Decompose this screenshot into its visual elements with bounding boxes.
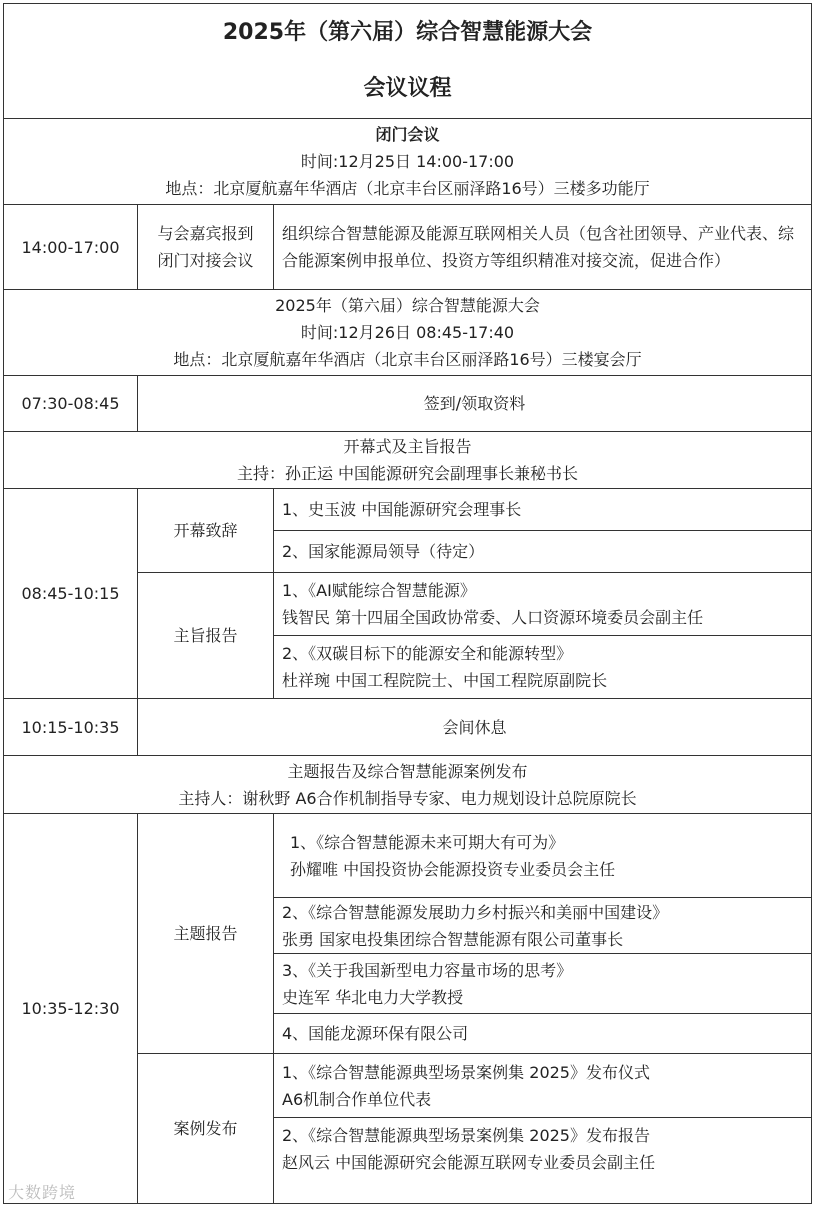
report-speaker: 孙耀唯 中国投资协会能源投资专业委员会主任 bbox=[290, 859, 616, 879]
case-title: 1、《综合智慧能源典型场景案例集 2025》发布仪式 bbox=[282, 1062, 650, 1082]
report-title: 4、国能龙源环保有限公司 bbox=[282, 1024, 469, 1043]
keynote-label: 主旨报告 bbox=[138, 573, 274, 699]
speech-label: 开幕致辞 bbox=[138, 489, 274, 573]
case-item bbox=[274, 1054, 812, 1118]
closed-meeting-heading: 闭门会议 bbox=[375, 125, 440, 144]
keynote-item bbox=[274, 636, 812, 699]
report-title: 1、《AI赋能综合智慧能源》 bbox=[282, 581, 476, 600]
report-title: 3、《关于我国新型电力容量市场的思考》 bbox=[282, 960, 573, 980]
time-cell: 10:15-10:35 bbox=[4, 699, 138, 756]
time-cell: 08:45-10:15 bbox=[4, 489, 138, 699]
report-speaker: 杜祥琬 中国工程院院士、中国工程院原副院长 bbox=[282, 671, 608, 690]
conference-time: 时间:12月26日 08:45-17:40 bbox=[300, 323, 515, 342]
agenda-title: 会议议程 bbox=[363, 76, 452, 101]
time-cell: 14:00-17:00 bbox=[4, 205, 138, 290]
case-label: 案例发布 bbox=[138, 1054, 274, 1204]
case-speaker: 赵风云 中国能源研究会能源互联网专业委员会副主任 bbox=[282, 1153, 656, 1172]
theme-host: 主持人：谢秋野 A6合作机制指导专家、电力规划设计总院原院长 bbox=[178, 788, 637, 808]
conference-location: 地点：北京厦航嘉年华酒店（北京丰台区丽泽路16号）三楼宴会厅 bbox=[173, 350, 642, 369]
session-cell bbox=[138, 205, 274, 290]
agenda-table bbox=[3, 3, 812, 1204]
watermark: 大数跨境 bbox=[8, 1183, 77, 1202]
report-title: 2、《双碳目标下的能源安全和能源转型》 bbox=[282, 644, 573, 663]
report-item bbox=[274, 898, 812, 954]
case-speaker: A6机制合作单位代表 bbox=[282, 1089, 432, 1109]
conference-title: 2025年（第六届）综合智慧能源大会 bbox=[222, 20, 593, 45]
report-title: 2、《综合智慧能源发展助力乡村振兴和美丽中国建设》 bbox=[282, 902, 669, 922]
report-speaker: 钱智民 第十四届全国政协常委、人口资源环境委员会副主任 bbox=[282, 608, 704, 627]
case-title: 2、《综合智慧能源典型场景案例集 2025》发布报告 bbox=[282, 1126, 650, 1145]
session-line: 与会嘉宾报到 bbox=[157, 224, 254, 243]
opening-host: 主持：孙正运 中国能源研究会副理事长兼秘书长 bbox=[236, 464, 579, 483]
time-cell: 07:30-08:45 bbox=[4, 376, 138, 432]
report-speaker: 张勇 国家电投集团综合智慧能源有限公司董事长 bbox=[282, 929, 624, 949]
theme-heading: 主题报告及综合智慧能源案例发布 bbox=[287, 761, 528, 781]
closed-meeting-header bbox=[4, 119, 812, 205]
conference-header bbox=[4, 290, 812, 376]
speech-item: 2、国家能源局领导（待定） bbox=[274, 531, 812, 573]
closed-meeting-location: 地点：北京厦航嘉年华酒店（北京丰台区丽泽路16号）三楼多功能厅 bbox=[165, 179, 650, 198]
opening-heading: 开幕式及主旨报告 bbox=[343, 437, 472, 456]
conference-heading: 2025年（第六届）综合智慧能源大会 bbox=[275, 296, 540, 315]
report-speaker: 史连军 华北电力大学教授 bbox=[282, 987, 464, 1007]
keynote-item bbox=[274, 573, 812, 636]
speech-item: 1、史玉波 中国能源研究会理事长 bbox=[274, 489, 812, 531]
report-label: 主题报告 bbox=[138, 814, 274, 1054]
report-item bbox=[274, 814, 812, 898]
opening-header bbox=[4, 432, 812, 489]
time-cell: 10:35-12:30 bbox=[4, 814, 138, 1204]
break-cell: 会间休息 bbox=[138, 699, 812, 756]
case-item bbox=[274, 1118, 812, 1204]
closed-meeting-time: 时间:12月25日 14:00-17:00 bbox=[300, 152, 515, 171]
theme-header bbox=[4, 756, 812, 814]
session-line: 闭门对接会议 bbox=[157, 251, 254, 270]
checkin-cell: 签到/领取资料 bbox=[138, 376, 812, 432]
report-item bbox=[274, 954, 812, 1014]
report-title: 1、《综合智慧能源未来可期大有可为》 bbox=[290, 832, 565, 852]
title-cell bbox=[4, 4, 812, 119]
report-item bbox=[274, 1014, 812, 1054]
session-description: 组织综合智慧能源及能源互联网相关人员（包含社团领导、产业代表、综合能源案例申报单位、投资方等组织精准对接交流，促进合作） bbox=[274, 205, 812, 290]
